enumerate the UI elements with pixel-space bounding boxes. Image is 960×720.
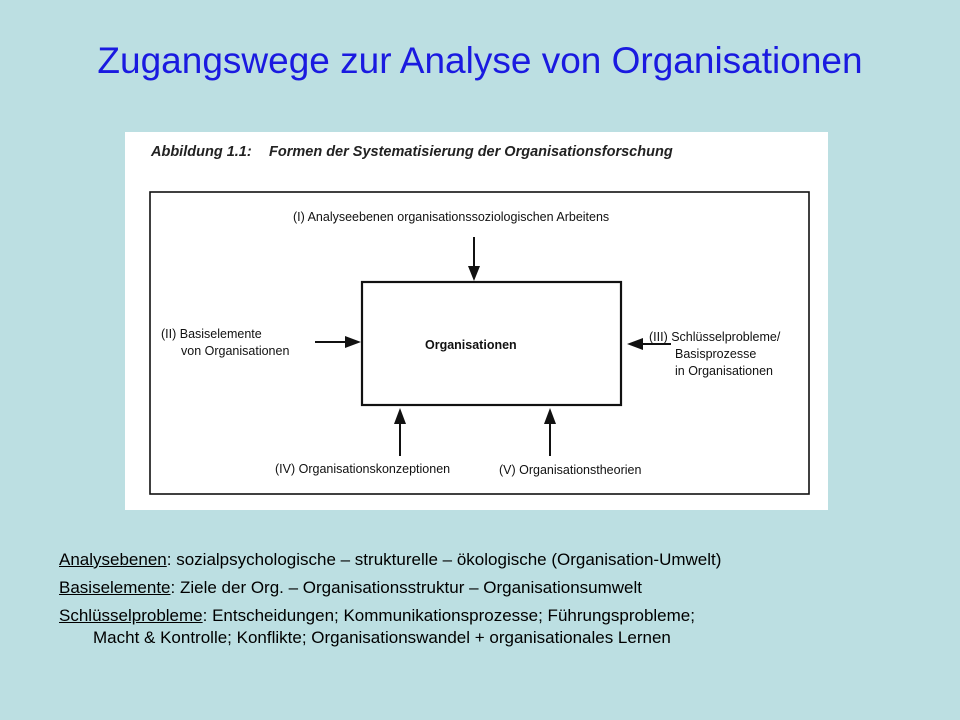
arrow-bottom-left-head [394, 408, 406, 424]
label-right-line1: (III) Schlüsselprobleme/ [649, 330, 781, 344]
diagram-lines [125, 132, 828, 510]
label-left-line1: (II) Basiselemente [161, 327, 262, 341]
figure-caption-text: Formen der Systematisierung der Organisationsforschung [269, 144, 673, 160]
note-analyseebenen [59, 549, 939, 571]
notes-list [59, 549, 939, 655]
label-right-line2: Basisprozesse [675, 347, 757, 361]
arrow-left-head [345, 336, 361, 348]
note-text: : Ziele der Org. – Organisationsstruktur – Organisationsumwelt [170, 578, 642, 597]
note-basiselemente [59, 577, 939, 599]
label-left [161, 326, 289, 360]
note-term: Analysebenen [59, 550, 167, 569]
figure-diagram [125, 132, 828, 510]
arrow-top-head [468, 266, 480, 281]
note-schluesselprobleme [59, 605, 939, 649]
note-text: : Entscheidungen; Kommunikationsprozesse; Führungsprobleme; [202, 606, 695, 625]
note-text: : sozialpsychologische – strukturelle – ökologische (Organisation-Umwelt) [166, 550, 722, 569]
figure-caption [151, 144, 673, 160]
note-term: Schlüsselprobleme [59, 606, 203, 625]
label-bottom-right: (V) Organisationstheorien [499, 463, 642, 477]
label-right [649, 329, 780, 380]
label-bottom-left: (IV) Organisationskonzeptionen [275, 462, 451, 476]
label-top: (I) Analyseebenen organisationssoziologischen Arbeitens [293, 210, 610, 224]
slide-title: Zugangswege zur Analyse von Organisationen [97, 40, 863, 81]
label-center: Organisationen [425, 338, 517, 352]
label-right-line3: in Organisationen [675, 364, 773, 378]
note-term: Basiselemente [59, 578, 171, 597]
note-continuation: Macht & Kontrolle; Konflikte; Organisationswandel + organisationales Lernen [93, 628, 671, 647]
figure-number: Abbildung 1.1: [151, 144, 252, 160]
label-left-line2: von Organisationen [181, 344, 290, 358]
arrow-bottom-right-head [544, 408, 556, 424]
arrow-right-head [627, 338, 643, 350]
